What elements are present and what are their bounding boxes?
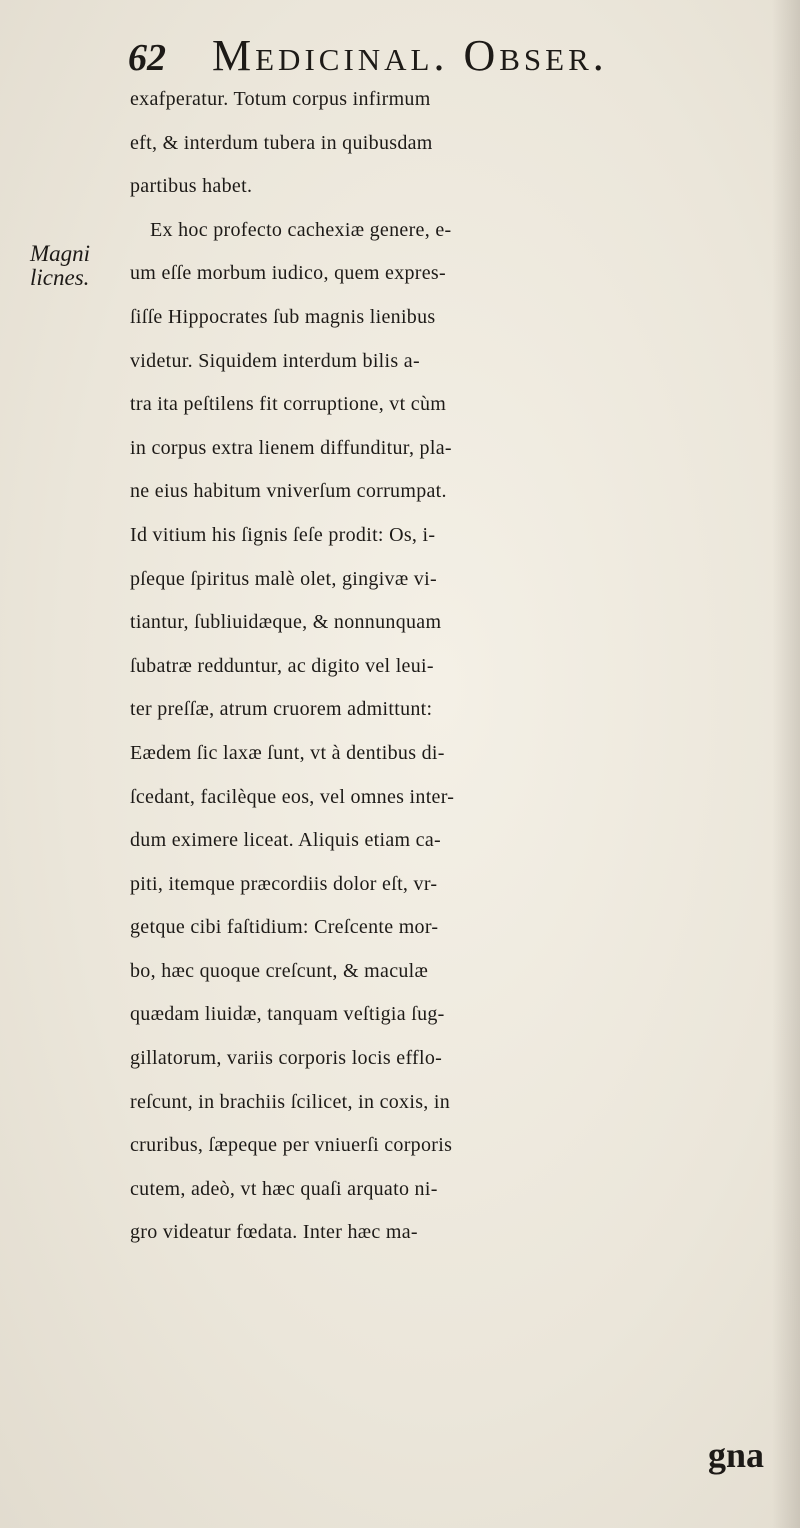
text-line: in corpus extra lienem diffunditur, pla- <box>130 436 452 459</box>
text-line: ſubatræ redduntur, ac digito vel leui- <box>130 654 434 677</box>
text-line: videtur. Siquidem interdum bilis a- <box>130 349 420 372</box>
text-line: ter preſſæ, atrum cruorem admittunt: <box>130 698 433 721</box>
text-line: Eædem ſic laxæ ſunt, vt à dentibus di- <box>130 741 445 764</box>
text-line: reſcunt, in brachiis ſcilicet, in coxis, in <box>130 1090 451 1113</box>
margin-note-line: licnes. <box>30 265 90 290</box>
text-line: piti, itemque præcordiis dolor eſt, vr- <box>130 872 438 895</box>
text-line: gro videatur fœdata. Inter hæc ma- <box>130 1221 418 1244</box>
text-line: tra ita peſtilens fit corruptione, vt cùm <box>130 393 447 416</box>
text-line: Ex hoc profecto cachexiæ genere, e- <box>150 218 452 241</box>
text-line: pſeque ſpiritus malè olet, gingivæ vi- <box>130 567 437 590</box>
text-line: dum eximere liceat. Aliquis etiam ca- <box>130 829 441 852</box>
text-line: ne eius habitum vniverſum corrumpat. <box>130 480 447 503</box>
text-line: tiantur, ſubliuidæque, & nonnunquam <box>130 611 442 634</box>
running-head: Medicinal. Obser. <box>212 31 608 80</box>
body-text <box>130 78 780 1255</box>
text-line: exafperatur. Totum corpus infirmum <box>130 88 431 110</box>
text-line: cutem, adeò, vt hæc quaſi arquato ni- <box>130 1177 438 1200</box>
text-line: eft, & interdum tubera in quibusdam <box>130 131 433 154</box>
text-line: partibus habet. <box>130 175 253 198</box>
catchword: gna <box>708 1435 765 1475</box>
text-line: cruribus, ſæpeque per vniuerſi corporis <box>130 1134 453 1157</box>
text-line: Id vitium his ſignis ſeſe prodit: Os, i- <box>130 523 436 546</box>
page-number: 62 <box>128 37 166 79</box>
text-line: getque cibi faſtidium: Creſcente mor- <box>130 916 439 939</box>
text-line: quædam liuidæ, tanquam veſtigia ſug- <box>130 1003 445 1026</box>
text-line: bo, hæc quoque creſcunt, & maculæ <box>130 959 429 982</box>
text-line: gillatorum, variis corporis locis efflo- <box>130 1047 443 1070</box>
margin-note <box>30 242 110 290</box>
text-line: ſiſſe Hippocrates ſub magnis lienibus <box>130 305 436 328</box>
text-line: ſcedant, facilèque eos, vel omnes inter- <box>130 785 455 808</box>
margin-note-line: Magni <box>30 241 91 266</box>
text-line: um eſſe morbum iudico, quem expres- <box>130 262 446 285</box>
